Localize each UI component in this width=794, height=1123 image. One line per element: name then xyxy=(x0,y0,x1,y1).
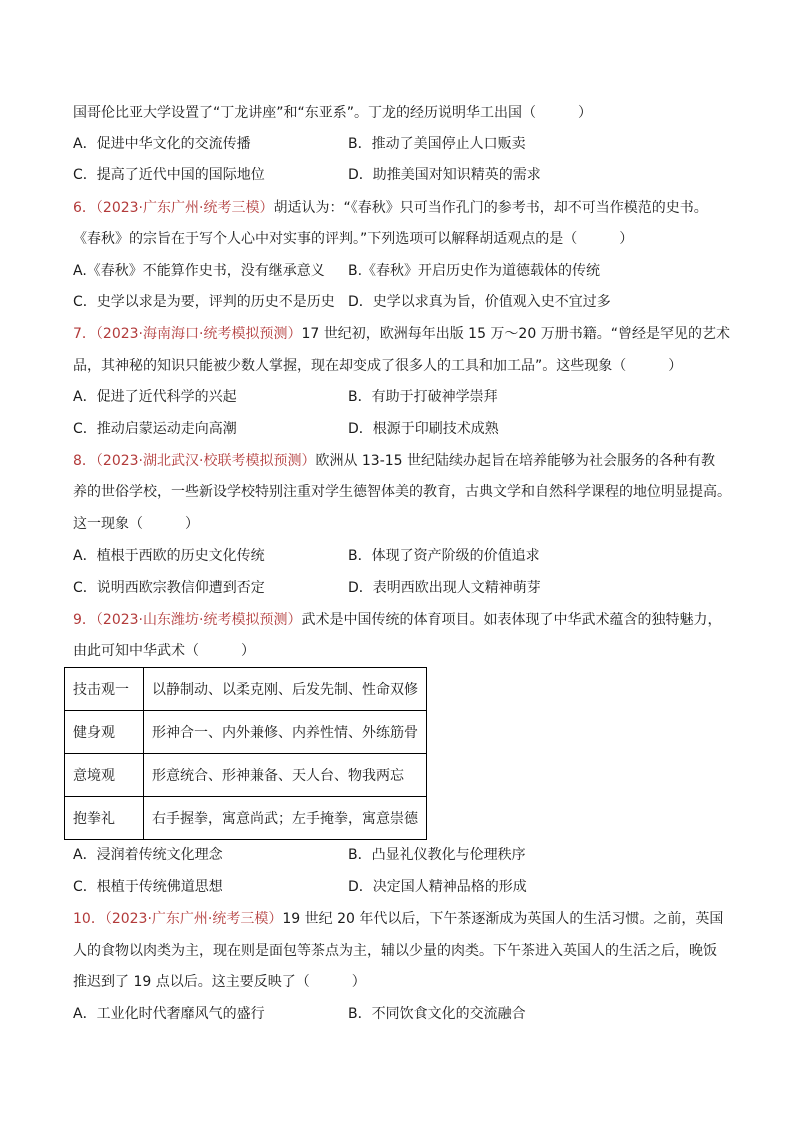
q9-option-a: A．浸润着传统文化理念 xyxy=(73,847,223,863)
question-number: 6． xyxy=(73,200,96,216)
q7-option-d: D．根源于印刷技术成熟 xyxy=(348,421,499,437)
q5-option-c: C．提高了近代中国的国际地位 xyxy=(73,167,265,183)
question-number: 7． xyxy=(73,326,96,342)
question-text: 17 世纪初，欧洲每年出版 15 万～20 万册书籍。“曾经是罕见的艺术 xyxy=(301,326,730,342)
question-text: 欧洲从 13-15 世纪陆续办起旨在培养能够为社会服务的各种有教 xyxy=(315,453,716,469)
question-number: 8． xyxy=(73,453,96,469)
question-text: 武术是中国传统的体育项目。如表体现了中华武术蕴含的独特魅力， xyxy=(301,612,722,628)
table-cell-value: 以静制动、以柔克刚、后发先制、性命双修 xyxy=(144,668,427,711)
q8-option-a: A．植根于西欧的历史文化传统 xyxy=(73,548,265,564)
martial-arts-table xyxy=(64,667,427,840)
question-source: （2023·山东潍坊·统考模拟预测） xyxy=(95,612,302,628)
q7-stem-line1 xyxy=(73,324,753,344)
question-source: （2023·湖北武汉·校联考模拟预测） xyxy=(95,453,316,469)
table-cell-key: 意境观 xyxy=(65,754,144,797)
q8-option-c: C．说明西欧宗教信仰遭到否定 xyxy=(73,580,265,596)
table-row xyxy=(65,797,427,840)
q6-option-a: A.《春秋》不能算作史书，没有继承意义 xyxy=(73,263,325,279)
q10-option-a: A．工业化时代奢靡风气的盛行 xyxy=(73,1006,265,1022)
question-source: （2023·海南海口·统考模拟预测） xyxy=(95,326,302,342)
q9-option-d: D．决定国人精神品格的形成 xyxy=(348,879,527,895)
q8-stem-line3: 这一现象（ ） xyxy=(73,516,199,532)
q8-option-d: D．表明西欧出现人文精神萌芽 xyxy=(348,580,541,596)
q5-option-b: B．推动了美国停止人口贩卖 xyxy=(348,136,526,152)
q9-option-b: B．凸显礼仪教化与伦理秩序 xyxy=(348,847,526,863)
q5-option-d: D．助推美国对知识精英的需求 xyxy=(348,167,541,183)
table-cell-key: 抱拳礼 xyxy=(65,797,144,840)
table-cell-key: 技击观一 xyxy=(65,668,144,711)
q10-stem-line2: 人的食物以肉类为主，现在则是面包等茶点为主，辅以少量的肉类。下午茶进入英国人的生活之后，晚饭 xyxy=(73,943,717,959)
q8-option-b: B．体现了资产阶级的价值追求 xyxy=(348,548,540,564)
q5-stem-end: 国哥伦比亚大学设置了“丁龙讲座”和“东亚系”。丁龙的经历说明华工出国（ ） xyxy=(73,105,593,121)
q6-option-d: D．史学以求真为旨，价值观入史不宜过多 xyxy=(348,294,611,310)
table-row xyxy=(65,754,427,797)
table-row xyxy=(65,668,427,711)
q9-stem-line1 xyxy=(73,610,753,630)
question-text: 19 世纪 20 年代以后，下午茶逐渐成为英国人的生活习惯。之前，英国 xyxy=(282,911,724,927)
table-cell-value: 右手握拳，寓意尚武；左手掩拳，寓意崇德 xyxy=(144,797,427,840)
table-cell-key: 健身观 xyxy=(65,711,144,754)
q10-stem-line1 xyxy=(73,909,753,929)
question-text: 胡适认为：“《春秋》只可当作孔门的参考书，却不可当作模范的史书。 xyxy=(273,200,708,216)
q9-option-c: C．根植于传统佛道思想 xyxy=(73,879,223,895)
q5-option-a: A．促进中华文化的交流传播 xyxy=(73,136,251,152)
table-row xyxy=(65,711,427,754)
question-source: （2023·广东广州·统考三模） xyxy=(104,911,283,927)
q10-stem-line3: 推迟到了 19 点以后。这主要反映了（ ） xyxy=(73,974,366,990)
q6-stem-line2: 《春秋》的宗旨在于写个人心中对实事的评判。”下列选项可以解释胡适观点的是（ ） xyxy=(73,231,634,247)
q7-stem-line2: 品，其神秘的知识只能被少数人掌握，现在却变成了很多人的工具和加工品”。这些现象（ ） xyxy=(73,358,683,374)
q10-option-b: B．不同饮食文化的交流融合 xyxy=(348,1006,526,1022)
q7-option-c: C．推动启蒙运动走向高潮 xyxy=(73,421,237,437)
q7-option-b: B．有助于打破神学崇拜 xyxy=(348,389,498,405)
q6-option-c: C．史学以求是为要，评判的历史不是历史 xyxy=(73,294,335,310)
q9-stem-line2: 由此可知中华武术（ ） xyxy=(73,643,255,659)
q6-stem-line1 xyxy=(73,198,753,218)
q6-option-b: B.《春秋》开启历史作为道德载体的传统 xyxy=(348,263,601,279)
q8-stem-line1 xyxy=(73,451,753,471)
question-source: （2023·广东广州·统考三模） xyxy=(95,200,274,216)
question-number: 9． xyxy=(73,612,96,628)
question-number: 10． xyxy=(73,911,105,927)
q7-option-a: A．促进了近代科学的兴起 xyxy=(73,389,237,405)
q8-stem-line2: 养的世俗学校，一些新设学校特别注重对学生德智体美的教育，古典文学和自然科学课程的地位明显提高。 xyxy=(73,484,731,500)
table-cell-value: 形神合一、内外兼修、内养性情、外练筋骨 xyxy=(144,711,427,754)
table-cell-value: 形意统合、形神兼备、天人台、物我两忘 xyxy=(144,754,427,797)
